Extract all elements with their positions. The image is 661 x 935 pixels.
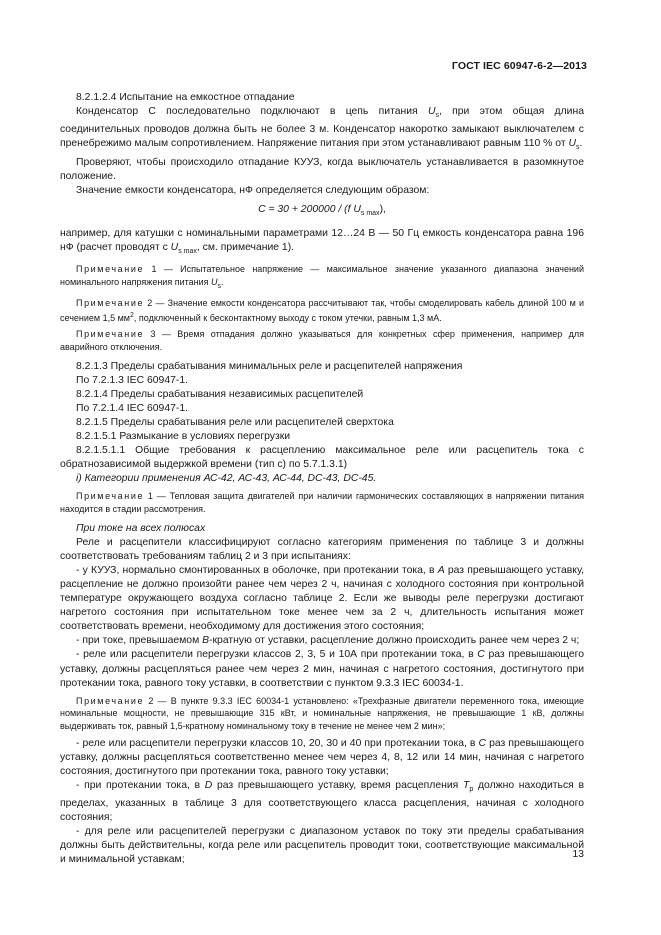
section-8-2-1-3-heading: 8.2.1.3 Пределы срабатывания минимальных реле и расцепителей напряжения — [76, 360, 463, 372]
note-2-iec-60034: Примечание 2 — В пункте 9.3.3 IEC 60034-1 установлено: «Трехфазные двигатели переменного тока, имеющие номинальные мощности, не превышающие 315 кВт, и номинальные напряжения, не превышающие 1 кВ, должны выдерживать ток, равный 1,5-кратному номинальному току в течение не менее чем 2 мин»; — [60, 695, 584, 731]
capacitor-connection-paragraph: Конденсатор С последовательно подключают в цепь питания $U_s$, при этом общая длина соединительных проводов должна быть не более 3 м. Конденсатор накоротко замыкают выключателем с пренебрежимо малым сопротивлением. Напряжение питания при этом устанавливают равным 110 % от $U_s$. — [60, 106, 584, 152]
section-8-2-1-2-4-heading: 8.2.1.2.4 Испытание на емкостное отпадание — [76, 92, 295, 103]
page-body — [60, 91, 584, 867]
capacitance-definition-paragraph: Значение емкости конденсатора, нФ определяется следующим образом: — [76, 184, 430, 196]
section-8-2-1-5-1-1-heading: 8.2.1.5.1.1 Общие требования к расцеплению максимальное реле или расцепитель тока с обратнозависимой выдержкой времени (тип с) по 5.7.1.3.1) — [60, 445, 584, 471]
requirement-item-5: - при протекании тока, в D раз превышающего уставку, время расцепления $T_p$ должно находиться в пределах, указанных в таблице 3 для соответствующего класса расцепления, начиная с холодного состояния; — [60, 779, 584, 824]
requirement-item-1: - у КУУЗ, нормально смонтированных в оболочке, при протекании тока, в А раз превышающего уставку, расцепление не должно произойти ранее чем через 2 ч, начиная с холодного состояния при контрольной температуре окружающего воздуха согласно таблице 2. Если же выводы реле перегрузки достигают нагретого состояния при испытательном токе менее чем за 2 ч, длительность испытания может соответствовать времени, необходимому для достижения этого состояния; — [60, 564, 584, 633]
note-1-test-voltage: Примечание 1 — Испытательное напряжение — максимальное значение указанного диапазона значений номинального напряжения питания $U_s$. — [60, 264, 584, 290]
section-8-2-1-4-heading: 8.2.1.4 Пределы срабатывания независимых расцепителей — [76, 388, 364, 400]
requirement-item-6: - для реле или расцепителей перегрузки с диапазоном уставок по току эти пределы срабатывания должны быть действительны, когда реле или расцепитель проводит токи, соответствующие максимальной и минимальной уставкам; — [60, 826, 584, 866]
requirement-item-3: - реле или расцепители перегрузки классов 2, 3, 5 и 10А при протекании тока, в С раз превышающего уставку, должны расцепляться ранее чем через 2 мин, начиная с нагретого состояния, достигнутого при протекании тока, равного току уставки, в соответствии с пунктом 9.3.3 IEC 60034-1. — [60, 649, 584, 689]
all-poles-subheading: При токе на всех полюсах — [76, 522, 206, 534]
section-8-2-1-5-1-heading: 8.2.1.5.1 Размыкание в условиях перегрузки — [76, 431, 291, 443]
note-1-thermal-protection: Примечание 1 — Тепловая защита двигателей при наличии гармонических составляющих в напряжении питания находится в стадии рассмотрения. — [60, 491, 584, 515]
section-8-2-1-3-ref: По 7.2.1.3 IEC 60947-1. — [76, 374, 189, 386]
section-8-2-1-4-ref: По 7.2.1.4 IEC 60947-1. — [76, 402, 189, 414]
page-number: 13 — [572, 848, 584, 860]
capacitance-formula: C = 30 + 200000 / (f $U_{s max}$), — [258, 203, 386, 217]
standard-header: ГОСТ IEC 60947-6-2—2013 — [451, 60, 587, 72]
utilization-categories: i) Категории применения АС-42, АС-43, АС-44, DC-43, DC-45. — [76, 473, 377, 485]
requirement-item-2: - при токе, превышаемом В-кратную от уставки, расцепление должно происходить ранее чем через 2 ч; — [76, 635, 580, 647]
classification-paragraph: Реле и расцепители классифицируют согласно категориям применения по таблице 3 и должны соответствовать требованиям таблиц 2 и 3 при испытаниях: — [60, 536, 584, 562]
note-3-dropout-time: Примечание 3 — Время отпадания должно указываться для конкретных сфер применения, например для аварийного отключения. — [60, 329, 584, 353]
dropout-check-paragraph: Проверяют, чтобы происходило отпадание КУУЗ, когда выключатель устанавливается в разомкнутое положение. — [60, 156, 584, 182]
note-2-capacitor-value: Примечание 2 — Значение емкости конденсатора рассчитывают так, чтобы смоделировать кабель длиной 100 м и сечением 1,5 $мм^2$, подключенный к бесконтактному выходу с током утечки, равным 1,3 мА. — [60, 298, 584, 323]
capacitance-example-paragraph: например, для катушки с номинальными параметрами 12…24 В — 50 Гц емкость конденсатора равна 196 нФ (расчет проводят с $U_{s max}$, см. примечание 1). — [60, 227, 584, 256]
section-8-2-1-5-heading: 8.2.1.5 Пределы срабатывания реле или расцепителей сверхтока — [76, 416, 394, 428]
requirement-item-4: - реле или расцепители перегрузки классов 10, 20, 30 и 40 при протекании тока, в С раз превышающего уставку, должны расцепляться соответственно менее чем через 4, 8, 12 или 14 мин, начиная с нагретого состояния, достигнутого при протекании тока, равного току уставки; — [60, 737, 584, 777]
